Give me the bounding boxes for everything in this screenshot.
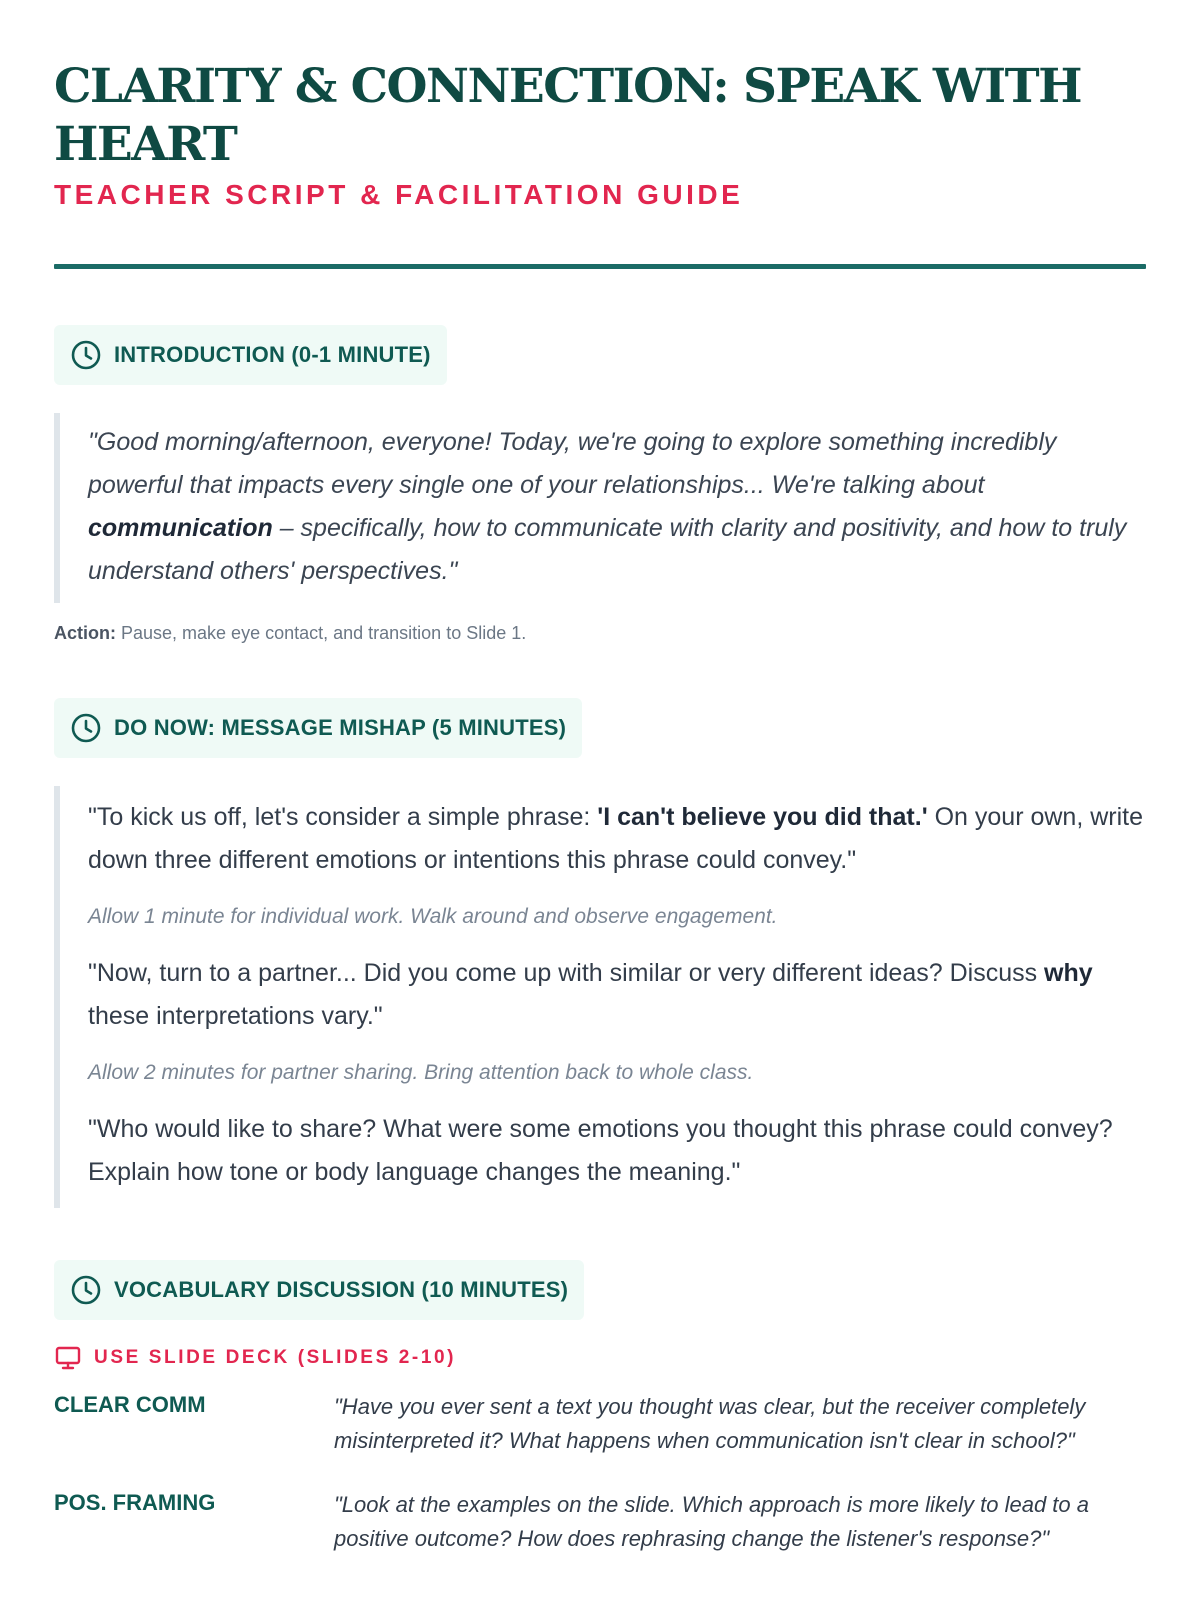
clock-icon — [70, 1274, 102, 1306]
vocabulary-list — [54, 1390, 1146, 1556]
script-text: these interpretations vary." — [88, 1002, 383, 1030]
facilitation-note: Allow 2 minutes for partner sharing. Bring attention back to whole class. — [88, 1061, 754, 1084]
vocabulary-term: CLEAR COMM — [54, 1392, 206, 1417]
section-heading-do-now — [54, 698, 582, 758]
script-paragraph — [88, 952, 1146, 1038]
intro-action-note — [54, 623, 1146, 644]
vocabulary-term: POS. FRAMING — [54, 1490, 216, 1515]
script-text: "To kick us off, let's consider a simple phrase: — [88, 803, 598, 831]
action-text: Pause, make eye contact, and transition to Slide 1. — [116, 623, 527, 643]
quote-text: "Good morning/afternoon, everyone! Today, we're going to explore something incredibly powerful that impacts every single one of your relationships... We're talking about — [88, 428, 1057, 499]
facilitation-note: Allow 1 minute for individual work. Walk around and observe engagement. — [88, 905, 778, 928]
page-title: CLARITY & CONNECTION: SPEAK WITH HEART — [54, 59, 1081, 172]
section-heading-label: DO NOW: MESSAGE MISHAP (5 MINUTES) — [114, 715, 567, 740]
action-label: Action: — [54, 623, 116, 643]
header-divider — [54, 264, 1146, 269]
vocabulary-prompt: "Have you ever sent a text you thought was clear, but the receiver completely misinterpreted it? What happens when communication isn't clear in school?" — [334, 1394, 1086, 1453]
vocabulary-item — [54, 1488, 1146, 1556]
quote-text: – specifically, how to communicate with clarity and positivity, and how to truly understand others' perspectives." — [88, 514, 1127, 585]
clock-icon — [70, 712, 102, 744]
section-heading-vocabulary — [54, 1260, 584, 1320]
intro-script-quote — [54, 413, 1146, 603]
script-text: "Now, turn to a partner... Did you come up with similar or very different ideas? Discuss — [88, 959, 1045, 987]
clock-icon — [70, 339, 102, 371]
script-emphasis: 'I can't believe you did that.' — [597, 803, 928, 831]
monitor-icon — [54, 1344, 82, 1372]
script-paragraph — [88, 796, 1146, 882]
vocabulary-item — [54, 1390, 1146, 1458]
section-heading-introduction — [54, 325, 447, 385]
quote-emphasis: communication — [88, 514, 273, 542]
slide-deck-label: USE SLIDE DECK (SLIDES 2-10) — [94, 1347, 457, 1368]
script-emphasis: why — [1044, 959, 1093, 987]
slide-deck-note — [54, 1344, 1146, 1372]
script-paragraph: "Who would like to share? What were some emotions you thought this phrase could convey? Explain how tone or body language changes the meaning." — [88, 1115, 1113, 1186]
vocabulary-prompt: "Look at the examples on the slide. Which approach is more likely to lead to a positive outcome? How does rephrasing change the listener's response?" — [334, 1492, 1089, 1551]
script-text: On your own, write down three different emotions or intentions this phrase could convey." — [88, 803, 1144, 874]
page-subtitle: TEACHER SCRIPT & FACILITATION GUIDE — [54, 179, 744, 210]
do-now-script — [54, 786, 1146, 1208]
section-heading-label: VOCABULARY DISCUSSION (10 MINUTES) — [114, 1277, 569, 1302]
section-heading-label: INTRODUCTION (0-1 MINUTE) — [114, 342, 431, 367]
